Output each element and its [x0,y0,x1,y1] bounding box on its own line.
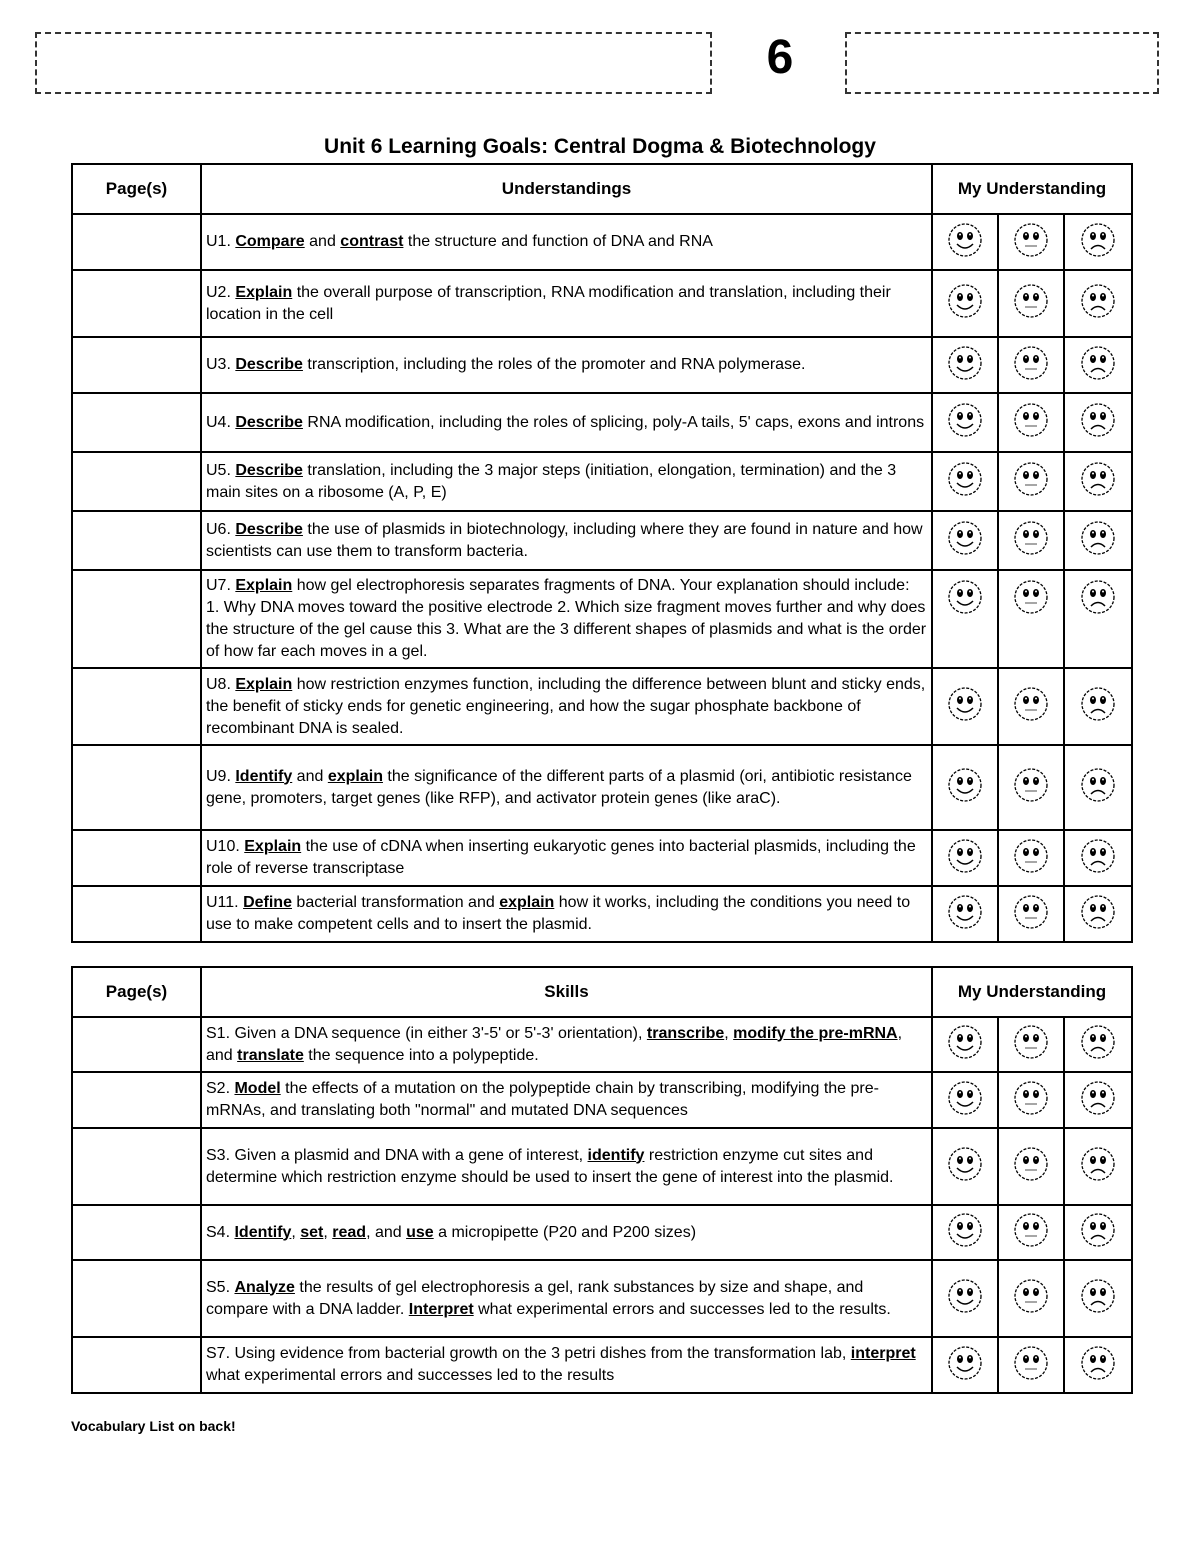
text-segment: , [724,1024,734,1042]
goal-text [201,270,932,337]
text-segment: the use of plasmids in biotechnology, including where they are found in nature and how scientists can use them to transform bacteria. [206,520,923,560]
happy-face-rating[interactable] [932,570,998,668]
text-segment: , [291,1223,301,1241]
text-segment: U4. [206,413,236,431]
happy-face-icon [947,425,983,442]
neutral-face-icon [1013,1169,1049,1186]
text-segment: S1. Given a DNA sequence (in either 3'-5' or 5'-3' orientation), [206,1024,647,1042]
text-segment: the sequence into a polypeptide. [303,1046,539,1064]
text-segment: , [323,1223,333,1241]
happy-face-icon [947,245,983,262]
sad-face-rating[interactable] [1064,668,1132,745]
neutral-face-rating[interactable] [998,393,1064,452]
happy-face-rating[interactable] [932,270,998,337]
text-segment: , and [366,1223,407,1241]
sad-face-rating[interactable] [1064,886,1132,942]
sad-face-icon [1080,245,1116,262]
sad-face-rating[interactable] [1064,1128,1132,1205]
goal-row [72,745,1132,830]
goal-row [72,1072,1132,1128]
text-segment: transcription, including the roles of the promoter and RNA polymerase. [302,356,806,373]
action-verb: set [300,1223,324,1241]
sad-face-icon [1080,1368,1116,1385]
sad-face-rating[interactable] [1064,270,1132,337]
neutral-face-rating[interactable] [998,745,1064,830]
sad-face-rating[interactable] [1064,1072,1132,1128]
goal-text [201,1337,932,1393]
goal-row [72,393,1132,452]
action-verb: Describe [235,520,303,538]
neutral-face-icon [1013,425,1049,442]
text-segment: a micropipette (P20 and P200 sizes) [433,1223,697,1241]
text-segment: what experimental errors and successes led to the results [206,1367,615,1384]
pages-cell[interactable] [72,393,201,452]
happy-face-rating[interactable] [932,1337,998,1393]
sad-face-icon [1080,1103,1116,1120]
text-segment: how gel electrophoresis separates fragments of DNA. Your explanation should include: 1. Why DNA moves toward the positive electrode 2. Which size fragment moves further and why does the structure of the gel cause this 3. What are the 3 different shapes of plasmids and what is the order of how far each moves in a gel. [206,577,927,660]
neutral-face-rating[interactable] [998,1128,1064,1205]
neutral-face-icon [1013,709,1049,726]
happy-face-rating[interactable] [932,337,998,393]
goal-text [201,214,932,270]
sad-face-rating[interactable] [1064,214,1132,270]
happy-face-rating[interactable] [932,393,998,452]
goal-row [72,270,1132,337]
text-segment: how restriction enzymes function, including the difference between blunt and sticky ends, the benefit of sticky ends for genetic engineering, and how the sugar phosphate backbone of recombinant DNA is sealed. [206,675,926,737]
skills-header: Skills [201,967,932,1017]
goal-row [72,886,1132,942]
action-verb: explain [499,894,555,911]
neutral-face-rating[interactable] [998,1072,1064,1128]
goal-text [201,1260,932,1337]
action-verb: translate [237,1046,304,1064]
goal-text [201,1017,932,1072]
happy-face-icon [947,484,983,501]
happy-face-icon [947,1301,983,1318]
action-verb: Analyze [234,1278,295,1296]
happy-face-rating[interactable] [932,214,998,270]
goal-row [72,1017,1132,1072]
text-segment: the significance of the different parts of a plasmid (ori, antibiotic resistance gene, promoters, target genes (like RFP), and activator protein genes (like araC). [206,767,912,807]
action-verb: use [406,1223,434,1241]
neutral-face-rating[interactable] [998,270,1064,337]
pages-cell[interactable] [72,1260,201,1337]
action-verb: Describe [235,356,303,373]
happy-face-icon [947,861,983,878]
neutral-face-icon [1013,368,1049,385]
sad-face-icon [1080,1047,1116,1064]
text-segment: S5. [206,1278,235,1296]
action-verb: Explain [235,283,293,301]
happy-face-icon [947,917,983,934]
pages-cell[interactable] [72,214,201,270]
neutral-face-icon [1013,1368,1049,1385]
happy-face-rating[interactable] [932,1205,998,1260]
neutral-face-icon [1013,306,1049,323]
action-verb: Compare [235,233,305,250]
sad-face-rating[interactable] [1064,337,1132,393]
happy-face-rating[interactable] [932,668,998,745]
text-segment: S3. Given a plasmid and DNA with a gene of interest, [206,1146,588,1164]
action-verb: contrast [340,233,404,250]
action-verb: identify [587,1146,645,1164]
neutral-face-rating[interactable] [998,1337,1064,1393]
text-segment: the use of cDNA when inserting eukaryotic genes into bacterial plasmids, including the role of reverse transcriptase [206,838,916,877]
understandings-header: Understandings [201,164,932,214]
happy-face-icon [947,1235,983,1252]
neutral-face-icon [1013,1235,1049,1252]
skills-table [71,966,1133,1394]
goal-row [72,1205,1132,1260]
goal-text [201,1205,932,1260]
happy-face-icon [947,602,983,619]
happy-face-rating[interactable] [932,1072,998,1128]
happy-face-icon [947,368,983,385]
pages-cell[interactable] [72,452,201,511]
happy-face-rating[interactable] [932,1260,998,1337]
neutral-face-rating[interactable] [998,337,1064,393]
neutral-face-icon [1013,245,1049,262]
text-segment: U6. [206,520,236,538]
header-row [72,967,1132,1017]
pages-cell[interactable] [72,511,201,570]
text-segment: what experimental errors and successes led to the results. [473,1300,891,1318]
action-verb: Model [234,1080,281,1097]
text-segment: , and [206,1024,903,1064]
text-segment: S4. [206,1223,235,1241]
pages-cell[interactable] [72,1072,201,1128]
text-segment: U7. [206,577,236,594]
pages-cell[interactable] [72,1205,201,1260]
text-segment: U2. [206,283,236,301]
action-verb: transcribe [646,1024,725,1042]
goal-row [72,452,1132,511]
neutral-face-rating[interactable] [998,1260,1064,1337]
text-segment: and [292,767,328,785]
neutral-face-icon [1013,917,1049,934]
sad-face-rating[interactable] [1064,830,1132,886]
goal-row [72,511,1132,570]
goal-text [201,570,932,668]
sad-face-rating[interactable] [1064,452,1132,511]
sad-face-icon [1080,917,1116,934]
sad-face-icon [1080,484,1116,501]
neutral-face-rating[interactable] [998,1205,1064,1260]
sad-face-rating[interactable] [1064,745,1132,830]
text-segment: how it works, including the conditions you need to use to make competent cells and to insert the plasmid. [206,894,911,933]
footer-note: Vocabulary List on back! [71,1418,236,1434]
sad-face-rating[interactable] [1064,1205,1132,1260]
happy-face-icon [947,709,983,726]
sad-face-rating[interactable] [1064,570,1132,668]
happy-face-icon [947,790,983,807]
my-understanding-header: My Understanding [932,164,1132,214]
sad-face-icon [1080,790,1116,807]
sad-face-icon [1080,306,1116,323]
goal-text [201,886,932,942]
text-segment: bacterial transformation and [291,894,500,911]
text-segment: U9. [206,767,236,785]
sad-face-icon [1080,1235,1116,1252]
header-row [72,164,1132,214]
neutral-face-rating[interactable] [998,214,1064,270]
happy-face-rating[interactable] [932,745,998,830]
pages-cell[interactable] [72,886,201,942]
text-segment: S2. [206,1080,235,1097]
text-segment: the effects of a mutation on the polypeptide chain by transcribing, modifying the pre-mRNAs, and translating both "normal" and mutated DNA sequences [206,1080,879,1119]
pages-cell[interactable] [72,1017,201,1072]
goal-row [72,1128,1132,1205]
pages-cell[interactable] [72,830,201,886]
pages-header: Page(s) [72,967,201,1017]
goal-row [72,1337,1132,1393]
text-segment: and [304,233,341,250]
action-verb: interpret [850,1345,916,1362]
sad-face-rating[interactable] [1064,1337,1132,1393]
period-box[interactable] [845,32,1159,94]
goal-row [72,337,1132,393]
pages-cell[interactable] [72,270,201,337]
text-segment: the overall purpose of transcription, RNA modification and translation, including their location in the cell [206,283,891,323]
action-verb: Explain [235,577,293,594]
sad-face-rating[interactable] [1064,511,1132,570]
neutral-face-rating[interactable] [998,1017,1064,1072]
sad-face-icon [1080,1169,1116,1186]
neutral-face-rating[interactable] [998,668,1064,745]
text-segment: U3. [206,356,236,373]
sad-face-icon [1080,425,1116,442]
neutral-face-rating[interactable] [998,511,1064,570]
text-segment: the structure and function of DNA and RNA [403,233,713,250]
action-verb: Explain [244,838,302,855]
sad-face-icon [1080,861,1116,878]
text-segment: U5. [206,461,236,479]
understandings-table [71,163,1133,943]
neutral-face-icon [1013,861,1049,878]
goal-row [72,668,1132,745]
text-segment: U1. [206,233,236,250]
neutral-face-rating[interactable] [998,452,1064,511]
action-verb: Explain [235,675,293,693]
action-verb: Identify [235,767,293,785]
goal-text [201,830,932,886]
sad-face-icon [1080,709,1116,726]
happy-face-icon [947,1047,983,1064]
goal-text [201,452,932,511]
pages-cell[interactable] [72,668,201,745]
goal-row [72,214,1132,270]
neutral-face-icon [1013,543,1049,560]
pages-cell[interactable] [72,337,201,393]
happy-face-rating[interactable] [932,830,998,886]
goal-text [201,511,932,570]
pages-header: Page(s) [72,164,201,214]
pages-cell[interactable] [72,1337,201,1393]
happy-face-rating[interactable] [932,1017,998,1072]
sad-face-icon [1080,543,1116,560]
pages-cell[interactable] [72,1128,201,1205]
sad-face-rating[interactable] [1064,393,1132,452]
neutral-face-icon [1013,1103,1049,1120]
goal-text [201,668,932,745]
neutral-face-icon [1013,1301,1049,1318]
happy-face-icon [947,1103,983,1120]
happy-face-icon [947,306,983,323]
unit-number: 6 [766,31,794,84]
pages-cell[interactable] [72,745,201,830]
goal-row [72,570,1132,668]
goal-row [72,1260,1132,1337]
neutral-face-rating[interactable] [998,886,1064,942]
sad-face-rating[interactable] [1064,1260,1132,1337]
text-segment: translation, including the 3 major steps (initiation, elongation, termination) and the 3 main sites on a ribosome (A, P, E) [206,461,897,501]
goal-text [201,393,932,452]
action-verb: Interpret [408,1300,474,1318]
my-understanding-header: My Understanding [932,967,1132,1017]
neutral-face-icon [1013,484,1049,501]
happy-face-icon [947,543,983,560]
goal-text [201,745,932,830]
action-verb: Describe [235,413,303,431]
text-segment: U11. [206,894,244,911]
goal-text [201,1128,932,1205]
text-segment: RNA modification, including the roles of splicing, poly-A tails, 5' caps, exons and introns [302,413,925,431]
action-verb: modify the pre-mRNA [733,1024,898,1042]
text-segment: U8. [206,675,236,693]
name-box[interactable] [35,32,712,94]
happy-face-rating[interactable] [932,452,998,511]
sad-face-icon [1080,602,1116,619]
text-segment: U10. [206,838,245,855]
neutral-face-icon [1013,602,1049,619]
sad-face-rating[interactable] [1064,1017,1132,1072]
text-segment: S7. Using evidence from bacterial growth on the 3 petri dishes from the transformation lab, [206,1345,851,1362]
text-segment: the results of gel electrophoresis a gel, rank substances by size and shape, and compare with a DNA ladder. [206,1278,864,1318]
action-verb: Describe [235,461,303,479]
action-verb: Define [243,894,292,911]
text-segment: restriction enzyme cut sites and determine which restriction enzyme should be used to insert the gene of interest into the plasmid. [206,1146,894,1186]
neutral-face-icon [1013,790,1049,807]
happy-face-rating[interactable] [932,886,998,942]
page-title: Unit 6 Learning Goals: Central Dogma & Biotechnology [324,135,876,158]
neutral-face-rating[interactable] [998,570,1064,668]
action-verb: explain [327,767,383,785]
sad-face-icon [1080,1301,1116,1318]
action-verb: Identify [234,1223,292,1241]
sad-face-icon [1080,368,1116,385]
goal-text [201,337,932,393]
happy-face-rating[interactable] [932,1128,998,1205]
neutral-face-icon [1013,1047,1049,1064]
happy-face-rating[interactable] [932,511,998,570]
goal-text [201,1072,932,1128]
neutral-face-rating[interactable] [998,830,1064,886]
happy-face-icon [947,1169,983,1186]
goal-row [72,830,1132,886]
happy-face-icon [947,1368,983,1385]
action-verb: read [332,1223,367,1241]
pages-cell[interactable] [72,570,201,668]
